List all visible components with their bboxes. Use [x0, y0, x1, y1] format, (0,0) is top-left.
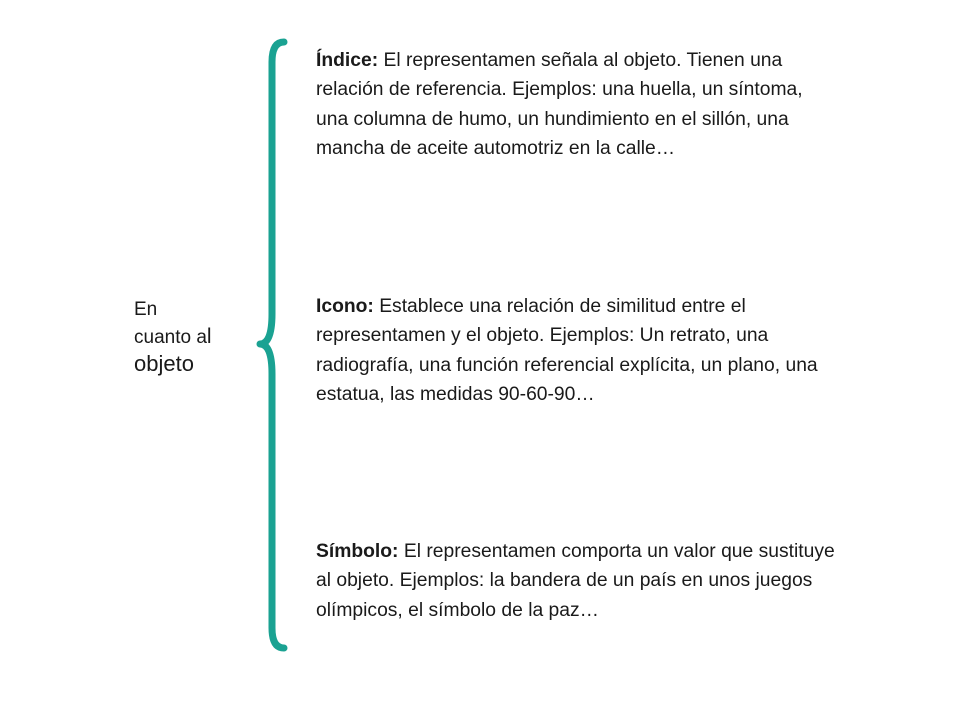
term-indice: Índice: — [316, 50, 379, 71]
text-indice: El representamen señala al objeto. Tienen una relación de referencia. Ejemplos: una huella, un síntoma, una columna de humo, un hundimiento en el sillón, una mancha de aceite automotriz en la calle… — [316, 50, 803, 159]
subject-line-3: objeto — [134, 351, 194, 376]
subject-label — [134, 296, 212, 377]
curly-brace-path — [260, 42, 284, 648]
subject-line-2a: cuanto a — [134, 327, 207, 348]
subject-line-1: En — [134, 299, 158, 320]
text-simbolo: El representamen comporta un valor que sustituye al objeto. Ejemplos: la bandera de un país en unos juegos olímpicos, el símbolo de la paz… — [316, 541, 835, 621]
subject-line-2b: l — [206, 325, 212, 348]
term-simbolo: Símbolo: — [316, 541, 399, 562]
term-icono: Icono: — [316, 296, 374, 317]
curly-brace — [250, 36, 300, 656]
definition-indice — [316, 46, 836, 163]
definition-icono — [316, 292, 836, 409]
text-icono: Establece una relación de similitud entre el representamen y el objeto. Ejemplos: Un retrato, una radiografía, una función referencial explícita, un plano, una estatua, las medidas 90-60-90… — [316, 296, 818, 405]
definition-simbolo — [316, 537, 836, 625]
subject-line-2 — [134, 323, 212, 351]
